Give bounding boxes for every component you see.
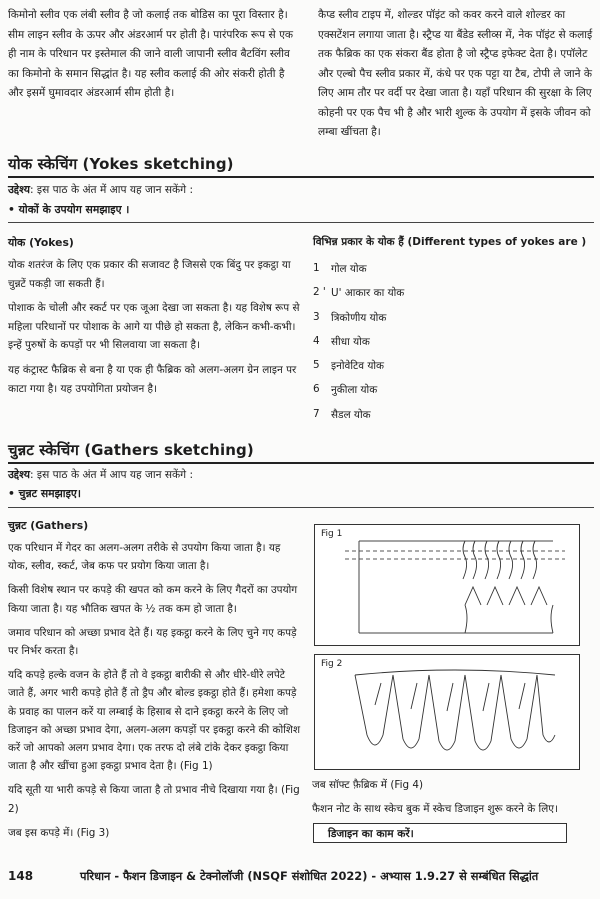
gathers-paragraph: एक परिधान में गेदर का अलग-अलग तरीके से उपयोग किया जाता है। यह योक, स्लीव, स्कर्ट, जेब कफ पर प्रयोग किया जाता है। — [8, 542, 281, 573]
objective-text: : इस पाठ के अंत में आप यह जान सकेंगे : — [30, 469, 194, 481]
yoke-types-heading: विभिन्न प्रकार के योक हैं (Different types of yokes are ) — [313, 236, 587, 248]
yokes-subheading: योक (Yokes) — [8, 236, 74, 249]
list-item — [313, 311, 404, 335]
figure-2 — [314, 654, 580, 770]
yoke-types-list — [313, 262, 404, 432]
yokes-left-body — [8, 256, 300, 404]
sketch-instruction: फैशन नोट के साथ स्केच बुक में स्केच डिजाइन शुरू करने के लिए। — [312, 803, 558, 815]
gathers-heading: चुन्नट स्केचिंग (Gathers sketching) — [8, 441, 254, 459]
list-number: 2 ' — [313, 286, 326, 299]
list-item — [313, 408, 404, 432]
gathers-paragraph: यदि कपड़े हल्के वजन के होते हैं तो वे इकट्ठा बारीकी से और धीरे-धीरे लपेटे जाते हैं, अगर भारी कपड़े होते हैं तो ड्रैप और बोल्ड इकट्ठा होते हैं। हमेशा कपड़े के प्रवाह का पालन करें या लम्बाई के हिसाब से दाने इकट्ठा करने के लिए जो डिजाइन को अच्छा प्रभाव देगा, अलग-अलग कपड़ों पर इकट्ठा करने की कोशिश करें जो आपको अलग प्रभाव देगा। एक तरफ दो लंबे टांके देकर इकट्ठा किया जाता है और खींचा हुआ इकट्ठा प्रभाव देता है। (Fig 1) — [8, 669, 301, 773]
list-number: 3 — [313, 310, 320, 323]
list-number: 7 — [313, 407, 320, 420]
list-label: सैडल योक — [331, 408, 371, 421]
page-footer — [0, 867, 600, 889]
list-label: इनोवेटिव योक — [331, 360, 385, 373]
list-number: 1 — [313, 262, 320, 274]
yokes-objective-divider — [8, 222, 594, 223]
gathers-paragraph: यदि सूती या भारी कपड़े से किया जाता है तो प्रभाव नीचे दिखाया गया है। (Fig 2) — [8, 784, 300, 815]
gathers-heading-rule — [8, 462, 594, 464]
yokes-objective — [8, 182, 193, 197]
gathers-subheading: चुन्नट (Gathers) — [8, 519, 89, 532]
footer-title: परिधान - फैशन डिजाइन & टेक्नोलॉजी (NSQF संशोधित 2022) - अभ्यास 1.9.27 से सम्बंधित सिद्धांत — [80, 869, 539, 883]
yokes-paragraph: योक शतरंज के लिए एक प्रकार की सजावट है जिससे एक बिंदु पर इकट्ठा या चुन्नटें पकड़ी जा सकती हैं। — [8, 259, 291, 290]
list-item — [313, 335, 404, 359]
list-number: 4 — [313, 334, 320, 347]
yokes-paragraph: यह कंट्रास्ट फैब्रिक से बना है या एक ही फैब्रिक को अलग-अलग ग्रेन लाइन पर काटा गया है। यह उपयोगिता प्रयोजन है। — [8, 363, 297, 395]
objective-label: उद्देश्य — [8, 183, 30, 196]
yokes-paragraph: पोशाक के चोली और स्कर्ट पर एक जूआ देखा जा सकता है। यह विशेष रूप से महिला परिधानों पर पोशाक के आगे या पीछे हो सकता है, लेकिन कभी-कभी। इन्हें पुरुषों के कपड़ों पर भी सिलवाया जा सकता है। — [8, 302, 300, 352]
task-box: डिजाइन का काम करें। — [313, 823, 567, 843]
gathers-drawing-fig2 — [315, 655, 579, 769]
yokes-objective-item: • योकों के उपयोग समझाइए । — [8, 203, 130, 216]
list-item — [313, 262, 404, 286]
figure-1-label: Fig 1 — [321, 529, 343, 539]
top-right-paragraph: कैप्ड स्लीव टाइप में, शोल्डर पॉइंट को कवर करने वाले शोल्डर का एक्सटेंशन लगाया जाता है। स्ट्रैप्ड या बैंडेड स्लीव्स में, नेक पॉइंट से कलाई तक फैब्रिक का एक संकरा बैंड होता है जो स्ट्रैप्ड इफेक्ट देता है। एपॉलेट और एल्बो पैच स्लीव प्रकार में, कंधे पर एक पट्टा या टैब, टोपी ले जाने के लिए आम तौर पर वर्दी पर देखा जाता है। यहाँ परिधान की सुरक्षा के लिए कोहनी पर एक पैच भी है और भारी शुल्क के उपयोग में इसके जीवन को लम्बा खींचता है। — [318, 9, 593, 138]
fig4-caption: जब सॉफ्ट फ़ैब्रिक में (Fig 4) — [312, 779, 424, 791]
figure-1 — [314, 524, 580, 646]
list-label: गोल योक — [331, 263, 367, 275]
gathers-left-body — [8, 539, 302, 848]
yokes-heading: योक स्केचिंग (Yokes sketching) — [8, 155, 234, 173]
list-number: 6 — [313, 383, 320, 396]
gathers-objective-item: • चुन्नट समझाइए। — [8, 487, 81, 500]
list-item — [313, 286, 404, 310]
page-number: 148 — [8, 869, 34, 883]
list-number: 5 — [313, 359, 320, 372]
top-left-paragraph: किमोनो स्लीव एक लंबी स्लीव है जो कलाई तक बोडिस का पूरा विस्तार है। सीम लाइन स्लीव के ऊपर और अंडरआर्म पर होती है। पारंपरिक रूप से एक ही नाम के परिधान पर इस्तेमाल की जाने वाली जापानी स्लीव बैटविंग स्लीव का किमोनो के समान सिद्धांत है। यह स्लीव कलाई की ओर संकरी होती है और इसमें घुमावदार अंडरआर्म सीम होती है। — [8, 9, 294, 99]
figure-2-label: Fig 2 — [321, 659, 343, 669]
gathers-paragraph: जमाव परिधान को अच्छा प्रभाव देते हैं। यह इकट्ठा करने के लिए चुने गए कपड़े पर निर्भर करता है। — [8, 626, 297, 658]
list-item — [313, 383, 404, 407]
list-label: त्रिकोणीय योक — [331, 311, 387, 324]
list-label: U' आकार का योक — [331, 287, 405, 300]
gathers-paragraph: किसी विशेष स्थान पर कपड़े की खपत को कम करने के लिए गैदरों का उपयोग किया जाता है। यह भौतिक खपत के ½ तक कम हो जाता है। — [8, 584, 298, 615]
yokes-heading-rule — [8, 176, 594, 178]
gathers-paragraph: जब इस कपड़े में। (Fig 3) — [8, 826, 110, 839]
list-label: सीधा योक — [331, 335, 370, 348]
gathers-drawing-fig1 — [315, 525, 579, 645]
objective-label: उद्देश्य — [8, 468, 30, 481]
list-label: नुकीला योक — [331, 384, 378, 397]
objective-text: : इस पाठ के अंत में आप यह जान सकेंगे : — [30, 184, 194, 196]
gathers-objective — [8, 467, 193, 482]
gathers-objective-divider — [8, 507, 594, 508]
list-item — [313, 359, 404, 383]
